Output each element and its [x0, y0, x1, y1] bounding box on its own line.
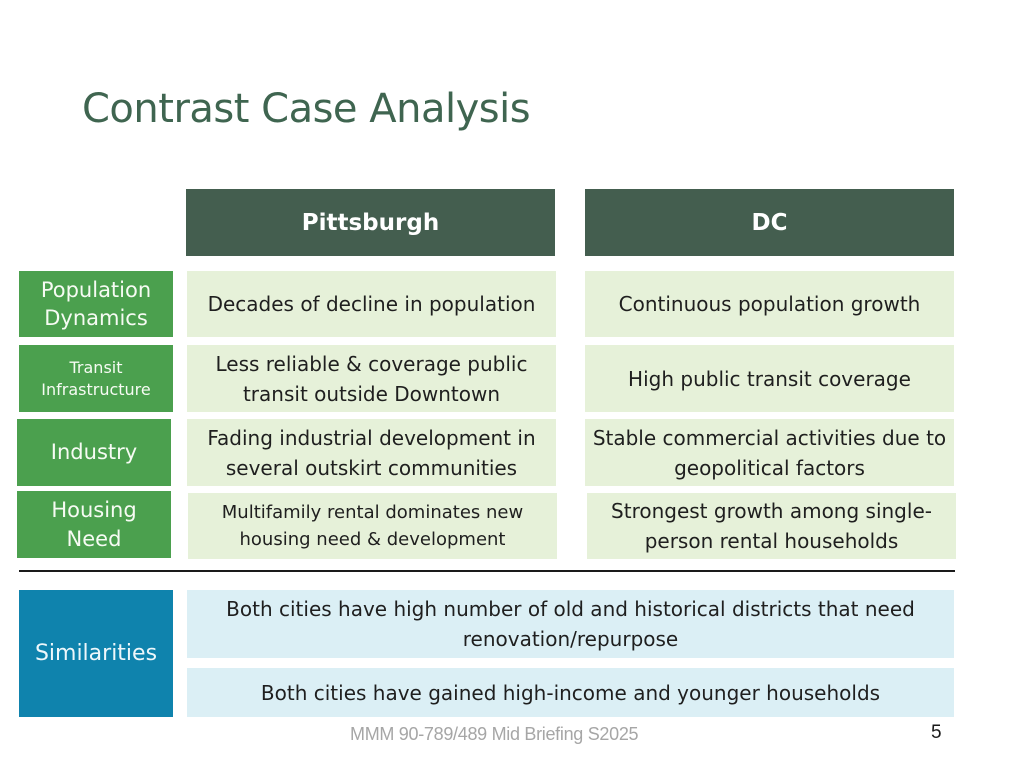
dc-population-cell: Continuous population growth [585, 271, 954, 337]
pittsburgh-industry-cell: Fading industrial development in several outskirt communities [187, 419, 556, 486]
footer-text: MMM 90-789/489 Mid Briefing S2025 [350, 724, 639, 744]
pittsburgh-population-cell: Decades of decline in population [187, 271, 556, 337]
dc-housing-cell: Strongest growth among single-person rental households [587, 493, 956, 559]
row-label-housing-need: Housing Need [17, 491, 171, 558]
similarity-high-income-households: Both cities have gained high-income and younger households [187, 668, 954, 717]
column-header-pittsburgh: Pittsburgh [186, 189, 555, 256]
dc-transit-cell: High public transit coverage [585, 345, 954, 412]
section-divider [19, 570, 955, 572]
dc-industry-cell: Stable commercial activities due to geopolitical factors [585, 419, 954, 486]
slide-title: Contrast Case Analysis [82, 86, 531, 132]
pittsburgh-transit-cell: Less reliable & coverage public transit outside Downtown [187, 345, 556, 412]
page-number: 5 [931, 722, 942, 743]
row-label-transit-infrastructure: Transit Infrastructure [19, 345, 173, 412]
row-label-population-dynamics: Population Dynamics [19, 271, 173, 337]
column-header-dc: DC [585, 189, 954, 256]
similarity-historical-districts: Both cities have high number of old and historical districts that need renovation/repurpose [187, 590, 954, 658]
similarities-label: Similarities [19, 590, 173, 717]
row-label-industry: Industry [17, 419, 171, 486]
pittsburgh-housing-cell: Multifamily rental dominates new housing need & development [188, 493, 557, 559]
